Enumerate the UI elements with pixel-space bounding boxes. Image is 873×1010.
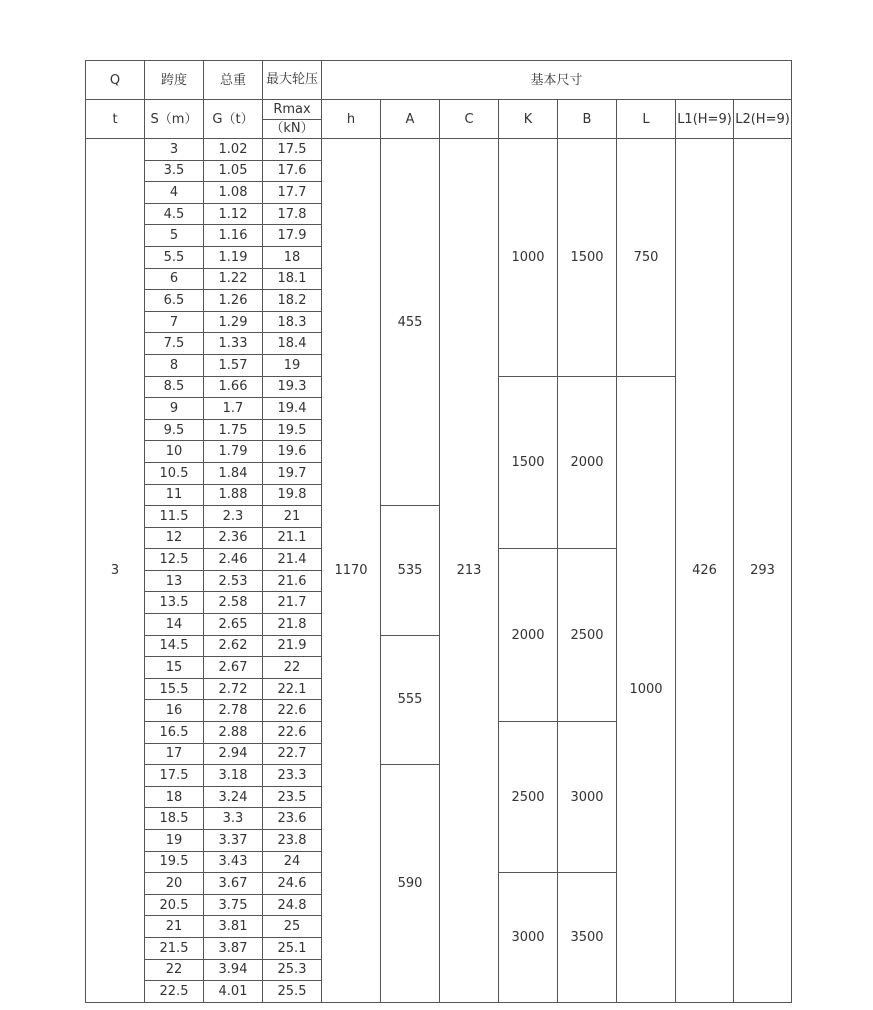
weight-cell: 1.12 — [204, 203, 263, 225]
rmax-cell: 23.3 — [263, 765, 322, 787]
span-cell: 11.5 — [145, 506, 204, 528]
header-l: L — [617, 100, 676, 139]
span-cell: 5 — [145, 225, 204, 247]
a-value-cell: 455 — [381, 139, 440, 506]
weight-cell: 1.79 — [204, 441, 263, 463]
header-unit-rmax — [263, 100, 322, 139]
weight-cell: 2.78 — [204, 700, 263, 722]
a-value-cell: 555 — [381, 635, 440, 765]
rmax-cell: 25.5 — [263, 981, 322, 1003]
span-cell: 14 — [145, 614, 204, 636]
weight-cell: 1.08 — [204, 182, 263, 204]
header-basic-dimensions: 基本尺寸 — [322, 61, 792, 100]
rmax-cell: 18.3 — [263, 311, 322, 333]
header-unit-t: t — [86, 100, 145, 139]
weight-cell: 1.26 — [204, 290, 263, 312]
rmax-cell: 25 — [263, 916, 322, 938]
rmax-cell: 19.5 — [263, 419, 322, 441]
weight-cell: 2.62 — [204, 635, 263, 657]
b-value-cell: 2000 — [558, 376, 617, 549]
k-value-cell: 2000 — [499, 549, 558, 722]
weight-cell: 3.67 — [204, 873, 263, 895]
span-cell: 10 — [145, 441, 204, 463]
l-value-cell: 750 — [617, 139, 676, 377]
header-weight: 总重 — [204, 61, 263, 100]
header-l2: L2(H=9) — [734, 100, 792, 139]
header-span: 跨度 — [145, 61, 204, 100]
rmax-cell: 21.1 — [263, 527, 322, 549]
span-cell: 16.5 — [145, 722, 204, 744]
span-cell: 12.5 — [145, 549, 204, 571]
span-cell: 15 — [145, 657, 204, 679]
k-value-cell: 1000 — [499, 139, 558, 377]
a-value-cell: 590 — [381, 765, 440, 1003]
rmax-cell: 22.6 — [263, 722, 322, 744]
rmax-cell: 21.9 — [263, 635, 322, 657]
table-body — [86, 139, 792, 1003]
span-cell: 14.5 — [145, 635, 204, 657]
span-cell: 18 — [145, 786, 204, 808]
kn-label: （kN） — [270, 120, 314, 136]
weight-cell: 1.57 — [204, 354, 263, 376]
rmax-cell: 22.1 — [263, 678, 322, 700]
table-row — [86, 139, 792, 161]
span-cell: 9 — [145, 398, 204, 420]
weight-cell: 1.75 — [204, 419, 263, 441]
header-max-pressure: 最大轮压 — [263, 61, 322, 100]
rmax-cell: 17.6 — [263, 160, 322, 182]
weight-cell: 1.19 — [204, 246, 263, 268]
a-value-cell: 535 — [381, 506, 440, 636]
span-cell: 4.5 — [145, 203, 204, 225]
weight-cell: 3.43 — [204, 851, 263, 873]
weight-cell: 2.94 — [204, 743, 263, 765]
rmax-cell: 24 — [263, 851, 322, 873]
weight-cell: 2.36 — [204, 527, 263, 549]
weight-cell: 3.75 — [204, 894, 263, 916]
rmax-cell: 18.4 — [263, 333, 322, 355]
span-cell: 21.5 — [145, 937, 204, 959]
span-cell: 5.5 — [145, 246, 204, 268]
crane-spec-table — [85, 60, 792, 1003]
rmax-cell: 23.8 — [263, 830, 322, 852]
rmax-cell: 22.6 — [263, 700, 322, 722]
span-cell: 22 — [145, 959, 204, 981]
span-cell: 13 — [145, 570, 204, 592]
span-cell: 8 — [145, 354, 204, 376]
header-c: C — [440, 100, 499, 139]
weight-cell: 1.16 — [204, 225, 263, 247]
span-cell: 21 — [145, 916, 204, 938]
span-cell: 22.5 — [145, 981, 204, 1003]
rmax-cell: 17.9 — [263, 225, 322, 247]
q-value-cell: 3 — [86, 139, 145, 1003]
weight-cell: 2.65 — [204, 614, 263, 636]
weight-cell: 1.84 — [204, 462, 263, 484]
b-value-cell: 3000 — [558, 722, 617, 873]
weight-cell: 2.88 — [204, 722, 263, 744]
weight-cell: 1.33 — [204, 333, 263, 355]
span-cell: 7 — [145, 311, 204, 333]
rmax-cell: 17.8 — [263, 203, 322, 225]
weight-cell: 4.01 — [204, 981, 263, 1003]
l1-value-cell: 426 — [676, 139, 734, 1003]
rmax-cell: 19.3 — [263, 376, 322, 398]
k-value-cell: 1500 — [499, 376, 558, 549]
span-cell: 20 — [145, 873, 204, 895]
rmax-cell: 21.7 — [263, 592, 322, 614]
weight-cell: 3.87 — [204, 937, 263, 959]
header-a: A — [381, 100, 440, 139]
rmax-cell: 21.8 — [263, 614, 322, 636]
span-cell: 3 — [145, 139, 204, 161]
k-value-cell: 3000 — [499, 873, 558, 1003]
weight-cell: 1.88 — [204, 484, 263, 506]
span-cell: 17 — [145, 743, 204, 765]
k-value-cell: 2500 — [499, 722, 558, 873]
rmax-label: Rmax — [263, 101, 321, 120]
header-unit-s: S（m） — [145, 100, 204, 139]
span-cell: 11 — [145, 484, 204, 506]
span-cell: 8.5 — [145, 376, 204, 398]
span-cell: 7.5 — [145, 333, 204, 355]
rmax-cell: 24.6 — [263, 873, 322, 895]
rmax-cell: 25.3 — [263, 959, 322, 981]
b-value-cell: 3500 — [558, 873, 617, 1003]
c-value-cell: 213 — [440, 139, 499, 1003]
weight-cell: 1.66 — [204, 376, 263, 398]
weight-cell: 2.46 — [204, 549, 263, 571]
rmax-cell: 25.1 — [263, 937, 322, 959]
weight-cell: 3.3 — [204, 808, 263, 830]
span-cell: 6 — [145, 268, 204, 290]
rmax-cell: 19.7 — [263, 462, 322, 484]
rmax-cell: 17.7 — [263, 182, 322, 204]
weight-cell: 3.18 — [204, 765, 263, 787]
span-cell: 15.5 — [145, 678, 204, 700]
rmax-cell: 19 — [263, 354, 322, 376]
span-cell: 20.5 — [145, 894, 204, 916]
rmax-cell: 21.6 — [263, 570, 322, 592]
rmax-cell: 22.7 — [263, 743, 322, 765]
header-row-1 — [86, 61, 792, 100]
header-l1: L1(H=9) — [676, 100, 734, 139]
rmax-cell: 21.4 — [263, 549, 322, 571]
span-cell: 12 — [145, 527, 204, 549]
span-cell: 10.5 — [145, 462, 204, 484]
span-cell: 19.5 — [145, 851, 204, 873]
weight-cell: 1.29 — [204, 311, 263, 333]
header-row-2 — [86, 100, 792, 139]
rmax-cell: 19.8 — [263, 484, 322, 506]
weight-cell: 1.05 — [204, 160, 263, 182]
weight-cell: 3.81 — [204, 916, 263, 938]
weight-cell: 3.94 — [204, 959, 263, 981]
weight-cell: 2.72 — [204, 678, 263, 700]
span-cell: 17.5 — [145, 765, 204, 787]
header-q: Q — [86, 61, 145, 100]
rmax-cell: 23.5 — [263, 786, 322, 808]
rmax-cell: 23.6 — [263, 808, 322, 830]
rmax-cell: 22 — [263, 657, 322, 679]
rmax-cell: 19.6 — [263, 441, 322, 463]
weight-cell: 1.22 — [204, 268, 263, 290]
span-cell: 6.5 — [145, 290, 204, 312]
b-value-cell: 2500 — [558, 549, 617, 722]
weight-cell: 2.67 — [204, 657, 263, 679]
header-unit-g: G（t） — [204, 100, 263, 139]
header-h: h — [322, 100, 381, 139]
span-cell: 13.5 — [145, 592, 204, 614]
weight-cell: 2.53 — [204, 570, 263, 592]
l-value-cell: 1000 — [617, 376, 676, 1002]
span-cell: 18.5 — [145, 808, 204, 830]
span-cell: 3.5 — [145, 160, 204, 182]
weight-cell: 1.02 — [204, 139, 263, 161]
weight-cell: 2.58 — [204, 592, 263, 614]
rmax-cell: 19.4 — [263, 398, 322, 420]
rmax-cell: 17.5 — [263, 139, 322, 161]
rmax-cell: 24.8 — [263, 894, 322, 916]
rmax-cell: 18.2 — [263, 290, 322, 312]
span-cell: 4 — [145, 182, 204, 204]
weight-cell: 1.7 — [204, 398, 263, 420]
rmax-cell: 21 — [263, 506, 322, 528]
b-value-cell: 1500 — [558, 139, 617, 377]
rmax-cell: 18.1 — [263, 268, 322, 290]
l2-value-cell: 293 — [734, 139, 792, 1003]
header-k: K — [499, 100, 558, 139]
header-b: B — [558, 100, 617, 139]
h-value-cell: 1170 — [322, 139, 381, 1003]
span-cell: 9.5 — [145, 419, 204, 441]
span-cell: 19 — [145, 830, 204, 852]
weight-cell: 3.24 — [204, 786, 263, 808]
weight-cell: 2.3 — [204, 506, 263, 528]
span-cell: 16 — [145, 700, 204, 722]
rmax-cell: 18 — [263, 246, 322, 268]
weight-cell: 3.37 — [204, 830, 263, 852]
